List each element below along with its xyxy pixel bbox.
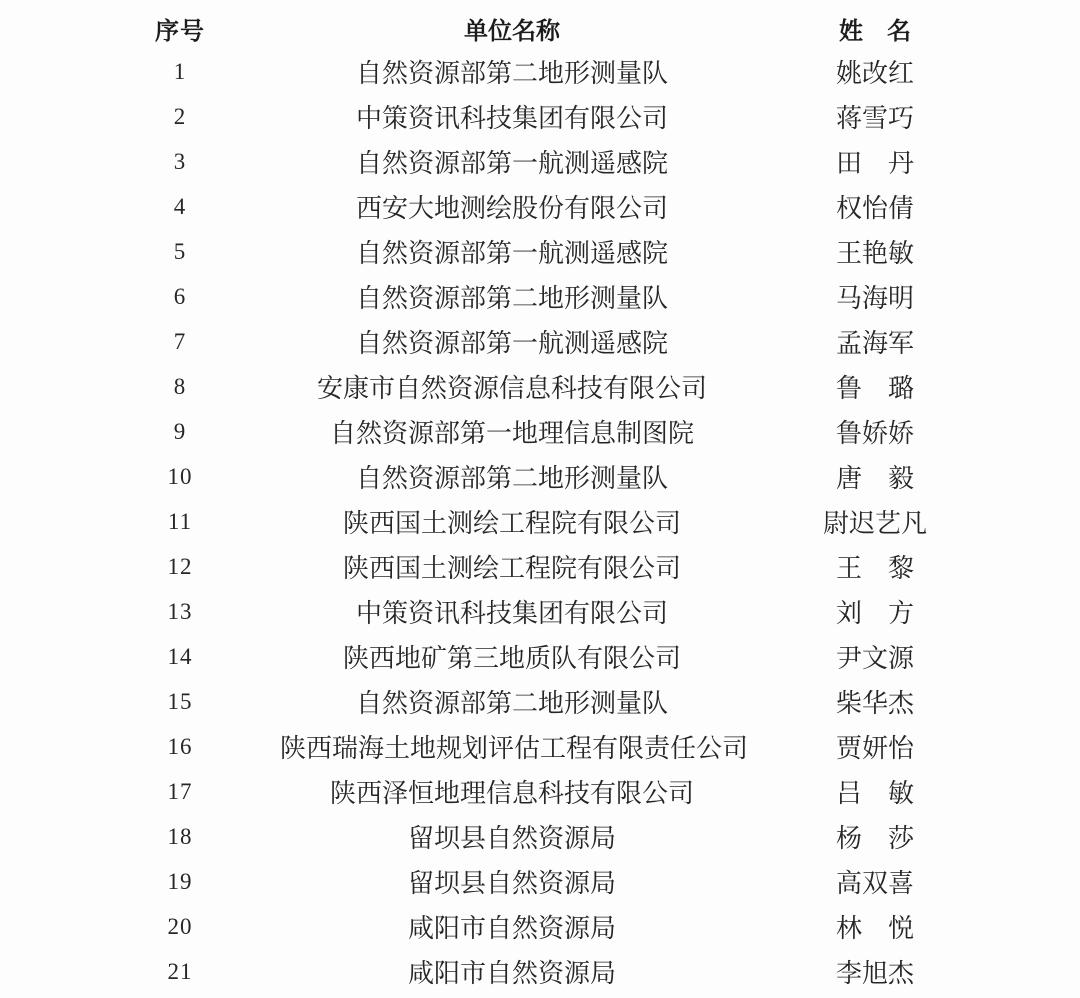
row-unit-name: 自然资源部第一航测遥感院: [355, 329, 668, 358]
row-index: 14: [167, 643, 193, 669]
row-person-name: 尉迟艺凡: [822, 509, 927, 538]
row-index: 3: [173, 148, 187, 174]
row-person-name: 吕 敏: [835, 779, 914, 808]
row-index: 15: [167, 688, 193, 714]
row-unit-name: 咸阳市自然资源局: [407, 914, 616, 943]
row-person-name: 孟海军: [835, 329, 914, 358]
row-unit-name: 自然资源部第二地形测量队: [355, 59, 668, 88]
row-person-name: 蒋雪巧: [835, 104, 914, 133]
column-header-name: 姓 名: [839, 17, 911, 45]
row-unit-name: 自然资源部第二地形测量队: [355, 689, 668, 718]
row-unit-name: 自然资源部第二地形测量队: [355, 284, 668, 313]
row-person-name: 鲁娇娇: [835, 419, 914, 448]
row-index: 1: [173, 58, 187, 84]
table-row: [0, 49, 1080, 94]
row-person-name: 田 丹: [835, 149, 914, 178]
table-row: [0, 589, 1080, 634]
row-person-name: 王 黎: [835, 554, 914, 583]
table-row: [0, 274, 1080, 319]
row-person-name: 尹文源: [835, 644, 914, 673]
row-unit-name: 咸阳市自然资源局: [407, 959, 616, 988]
row-person-name: 李旭杰: [835, 959, 914, 988]
table-row: [0, 409, 1080, 454]
row-unit-name: 陕西国土测绘工程院有限公司: [342, 509, 681, 538]
row-index: 9: [173, 418, 187, 444]
table-row: [0, 724, 1080, 769]
table-row: [0, 94, 1080, 139]
column-header-index: 序号: [155, 17, 205, 45]
table-row: [0, 679, 1080, 724]
row-unit-name: 留坝县自然资源局: [407, 824, 616, 853]
table-row: [0, 769, 1080, 814]
row-index: 19: [167, 868, 193, 894]
row-person-name: 唐 毅: [835, 464, 914, 493]
table-row: [0, 904, 1080, 949]
row-index: 12: [167, 553, 193, 579]
table-row: [0, 319, 1080, 364]
row-person-name: 高双喜: [835, 869, 914, 898]
row-index: 4: [173, 193, 187, 219]
row-person-name: 马海明: [835, 284, 914, 313]
row-unit-name: 安康市自然资源信息科技有限公司: [316, 374, 707, 403]
row-person-name: 杨 莎: [835, 824, 914, 853]
row-index: 20: [167, 913, 193, 939]
table-row: [0, 814, 1080, 859]
table-row: [0, 499, 1080, 544]
row-person-name: 柴华杰: [835, 689, 914, 718]
row-person-name: 王艳敏: [835, 239, 914, 268]
row-index: 2: [173, 103, 187, 129]
table-row: [0, 634, 1080, 679]
row-unit-name: 西安大地测绘股份有限公司: [355, 194, 668, 223]
row-index: 6: [173, 283, 187, 309]
row-person-name: 姚改红: [835, 59, 914, 88]
row-index: 5: [173, 238, 187, 264]
row-person-name: 贾妍怡: [835, 734, 914, 763]
table-row: [0, 454, 1080, 499]
row-unit-name: 陕西泽恒地理信息科技有限公司: [329, 779, 694, 808]
table-row: [0, 139, 1080, 184]
row-index: 8: [173, 373, 187, 399]
row-index: 16: [167, 733, 193, 759]
row-index: 13: [167, 598, 193, 624]
table-row: [0, 949, 1080, 994]
roster-table: [0, 7, 1080, 994]
row-unit-name: 自然资源部第一地理信息制图院: [329, 419, 694, 448]
table-row: [0, 184, 1080, 229]
table-row: [0, 364, 1080, 409]
row-index: 17: [167, 778, 193, 804]
column-header-unit: 单位名称: [464, 17, 560, 45]
row-index: 11: [167, 508, 193, 534]
row-person-name: 刘 方: [835, 599, 914, 628]
table-header-row: [0, 7, 1080, 49]
row-person-name: 权怡倩: [835, 194, 914, 223]
row-unit-name: 中策资讯科技集团有限公司: [355, 104, 668, 133]
row-index: 10: [167, 463, 193, 489]
row-person-name: 林 悦: [835, 914, 914, 943]
row-unit-name: 自然资源部第二地形测量队: [355, 464, 668, 493]
row-index: 7: [173, 328, 187, 354]
row-unit-name: 中策资讯科技集团有限公司: [355, 599, 668, 628]
row-unit-name: 陕西地矿第三地质队有限公司: [342, 644, 681, 673]
row-person-name: 鲁 璐: [835, 374, 914, 403]
row-unit-name: 陕西国土测绘工程院有限公司: [342, 554, 681, 583]
table-body: [0, 49, 1080, 994]
row-unit-name: 自然资源部第一航测遥感院: [355, 149, 668, 178]
table-row: [0, 859, 1080, 904]
row-unit-name: 陕西瑞海土地规划评估工程有限责任公司: [280, 734, 749, 763]
row-unit-name: 自然资源部第一航测遥感院: [355, 239, 668, 268]
table-row: [0, 229, 1080, 274]
row-index: 21: [167, 958, 193, 984]
table-row: [0, 544, 1080, 589]
row-unit-name: 留坝县自然资源局: [407, 869, 616, 898]
row-index: 18: [167, 823, 193, 849]
